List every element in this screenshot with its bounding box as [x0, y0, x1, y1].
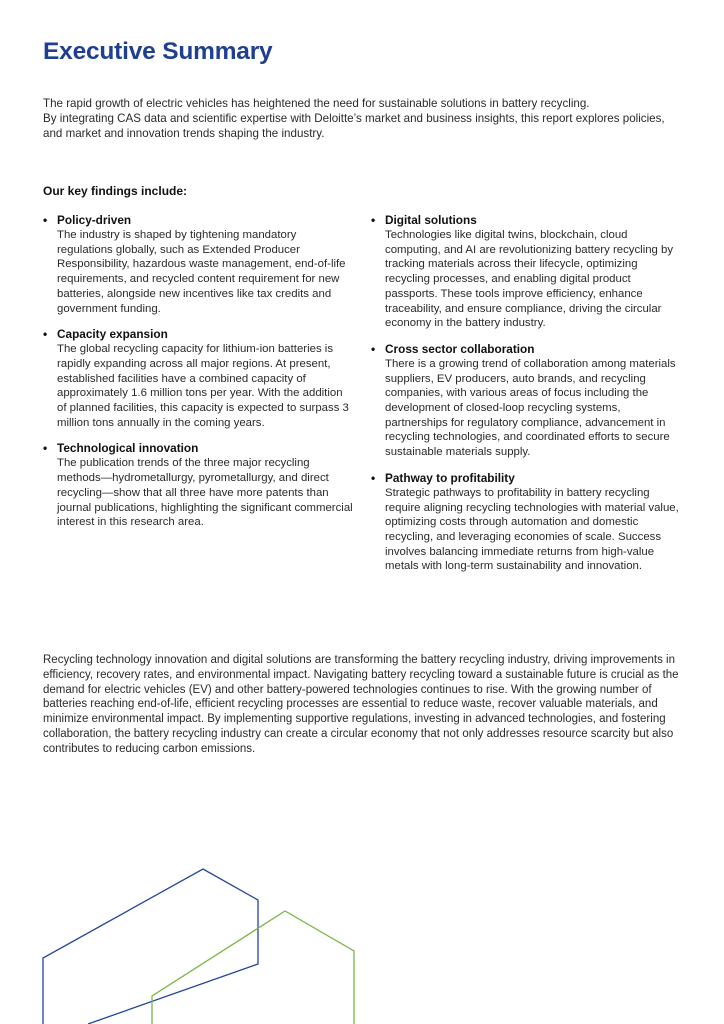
finding-title: Digital solutions — [385, 213, 477, 227]
intro-line-1: The rapid growth of electric vehicles has heightened the need for sustainable solutions in battery recycling. — [43, 97, 590, 110]
finding-pathway-to-profitability — [371, 471, 683, 574]
green-hexagon-outline — [152, 911, 354, 1024]
bullet-icon: • — [371, 341, 376, 356]
finding-policy-driven — [43, 213, 353, 316]
bullet-icon: • — [371, 470, 376, 485]
bullet-icon: • — [371, 213, 376, 227]
bullet-icon: • — [43, 213, 48, 227]
finding-body: The global recycling capacity for lithium-ion batteries is rapidly expanding across all major regions. At present, established facilities have a combined capacity of approximately 1.6 million tons per year. With the addition of planned facilities, this capacity is expected to surpass 3 million tons annually in the coming years. — [57, 343, 349, 429]
bullet-icon: • — [43, 327, 48, 342]
finding-title: Policy-driven — [57, 213, 132, 227]
finding-title: Pathway to profitability — [385, 470, 515, 485]
hexagon-outline-decoration — [0, 860, 380, 1024]
finding-cross-sector-collaboration — [371, 342, 683, 460]
intro-line-2: By integrating CAS data and scientific expertise with Deloitte’s market and business insights, this report explores policies, and market and innovation trends shaping the industry. — [43, 112, 665, 140]
finding-body: Strategic pathways to profitability in battery recycling require aligning recycling technologies with material value, optimizing costs through automation and domestic recycling, and leveraging economies of scale. Success involves balancing immediate returns from high-value metals with long-term sustainability and innovation. — [385, 486, 679, 573]
finding-capacity-expansion — [43, 327, 353, 430]
finding-body: The publication trends of the three major recycling methods—hydrometallurgy, pyrometallurgy, and direct recycling—show that all three have more patents than journal publications, highlighting the significant commercial interest in this research area. — [57, 457, 353, 529]
findings-right-column — [371, 213, 683, 585]
finding-body: Technologies like digital twins, blockchain, cloud computing, and AI are revolutionizing battery recycling by tracking materials across their lifecycle, optimizing recycling processes, and enabling digital product passports. These tools improve efficiency, enhance traceability, and ensure compliance, driving the circular economy in the battery industry. — [385, 229, 674, 330]
intro-paragraph — [43, 96, 683, 141]
finding-digital-solutions — [371, 213, 683, 331]
page-title: Executive Summary — [43, 38, 273, 65]
blue-hexagon-outline — [43, 869, 258, 1024]
findings-left-column — [43, 213, 353, 541]
bullet-icon: • — [43, 441, 48, 456]
finding-body: There is a growing trend of collaboration among materials suppliers, EV producers, auto brands, and recycling companies, with various areas of focus including the development of closed-loop recycling systems, partnerships for regulatory compliance, advancement in recycling technologies, and coordinated efforts to secure sustainable materials supply. — [385, 357, 676, 459]
finding-title: Cross sector collaboration — [385, 341, 535, 356]
finding-body: The industry is shaped by tightening mandatory regulations globally, such as Extended Producer Responsibility, hazardous waste management, end-of-life requirements, and recycled content requirement for new batteries, alongside new incentives like tax credits and government funding. — [57, 229, 346, 315]
finding-title: Technological innovation — [57, 441, 199, 456]
finding-technological-innovation — [43, 441, 353, 530]
closing-paragraph: Recycling technology innovation and digital solutions are transforming the battery recycling industry, driving improvements in efficiency, recovery rates, and environmental impact. Navigating battery recycling toward a sustainable future is crucial as the demand for electric vehicles (EV) and other battery-powered technologies continues to rise. With the growing number of batteries reaching end-of-life, efficient recycling processes are essential to reduce waste, recover valuable materials, and minimize environmental impact. By implementing supportive regulations, investing in advanced technologies, and fostering collaboration, the battery recycling industry can create a circular economy that not only addresses resource scarcity but also contributes to reducing carbon emissions. — [43, 654, 679, 755]
finding-title: Capacity expansion — [57, 327, 168, 342]
key-findings-heading: Our key findings include: — [43, 184, 188, 198]
